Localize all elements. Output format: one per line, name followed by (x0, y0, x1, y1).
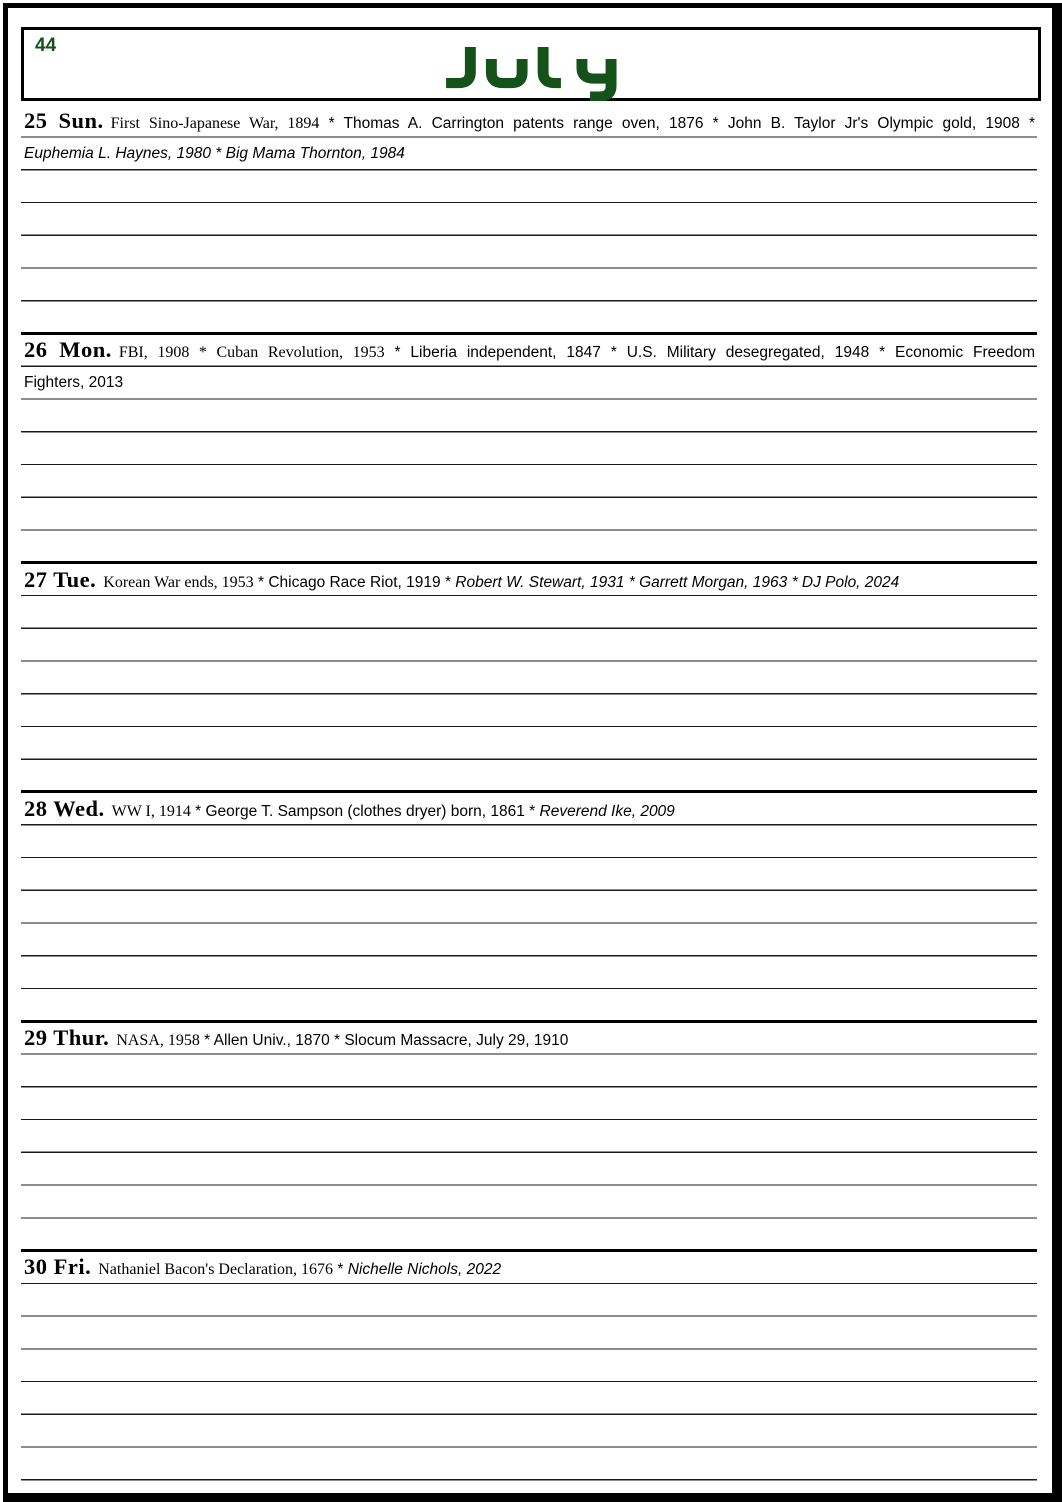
day-entry-line (21, 564, 1037, 597)
event-text-serif: First Sino-Japanese War, 1894 (110, 115, 320, 132)
event-text-italic: Robert W. Stewart, 1931 * Garrett Morgan, 1963 * DJ Polo, 2024 (455, 573, 900, 591)
event-text-sans: * Allen Univ., 1870 * Slocum Massacre, July 29, 1910 (199, 1032, 569, 1049)
day-section-27 (21, 564, 1037, 793)
event-text-serif: NASA, 1958 (116, 1032, 200, 1049)
notes-area (21, 105, 1037, 1481)
header (21, 27, 1041, 101)
event-text-italic: Reverend Ike, 2009 (539, 802, 675, 820)
month-title-text (438, 101, 439, 102)
month-title (438, 41, 624, 101)
day-entry-line (21, 105, 1037, 138)
event-text-serif: Korean War ends, 1953 (103, 573, 254, 591)
day-label: 30 Fri. (24, 1254, 92, 1280)
event-text-italic: Euphemia L. Haynes, 1980 * Big Mama Thornton, 1984 (24, 144, 405, 162)
event-text-sans: * Chicago Race Riot, 1919 * (253, 573, 456, 591)
day-section-26 (21, 334, 1037, 563)
day-entry-line (21, 1022, 1037, 1055)
day-entry-line2 (21, 138, 1037, 171)
event-text-serif: Nathaniel Bacon's Declaration, 1676 (98, 1261, 334, 1279)
day-section-30 (21, 1251, 1037, 1480)
event-text-sans: * (333, 1261, 348, 1279)
day-entry-line (21, 793, 1037, 826)
day-section-25 (21, 105, 1037, 334)
event-text-serif: WW I, 1914 (111, 802, 191, 820)
day-label: 25 Sun. (24, 108, 104, 133)
day-section-28 (21, 793, 1037, 1022)
day-section-29 (21, 1022, 1037, 1251)
month-title-graphic (438, 41, 624, 101)
day-entry-line (21, 1251, 1037, 1284)
event-text-italic: Nichelle Nichols, 2022 (347, 1261, 502, 1279)
day-label: 27 Tue. (24, 566, 97, 592)
event-text-sans: Fighters, 2013 (24, 374, 124, 391)
event-text-serif: FBI, 1908 * Cuban Revolution, 1953 (118, 344, 385, 362)
event-text-sans: * Thomas A. Carrington patents range oven, 1876 * John B. Taylor Jr's Olympic gold, 1908 * (319, 115, 1036, 132)
day-entry-line (21, 334, 1037, 367)
day-label: 28 Wed. (24, 795, 105, 821)
event-text-sans: * George T. Sampson (clothes dryer) born, 1861 * (190, 802, 540, 820)
event-text-sans: * Liberia independent, 1847 * U.S. Military desegregated, 1948 * Economic Freedom (384, 344, 1036, 362)
day-label: 29 Thur. (24, 1025, 110, 1050)
day-entry-line2 (21, 367, 1037, 400)
page-number: 44 (35, 35, 57, 56)
day-label: 26 Mon. (24, 337, 112, 363)
